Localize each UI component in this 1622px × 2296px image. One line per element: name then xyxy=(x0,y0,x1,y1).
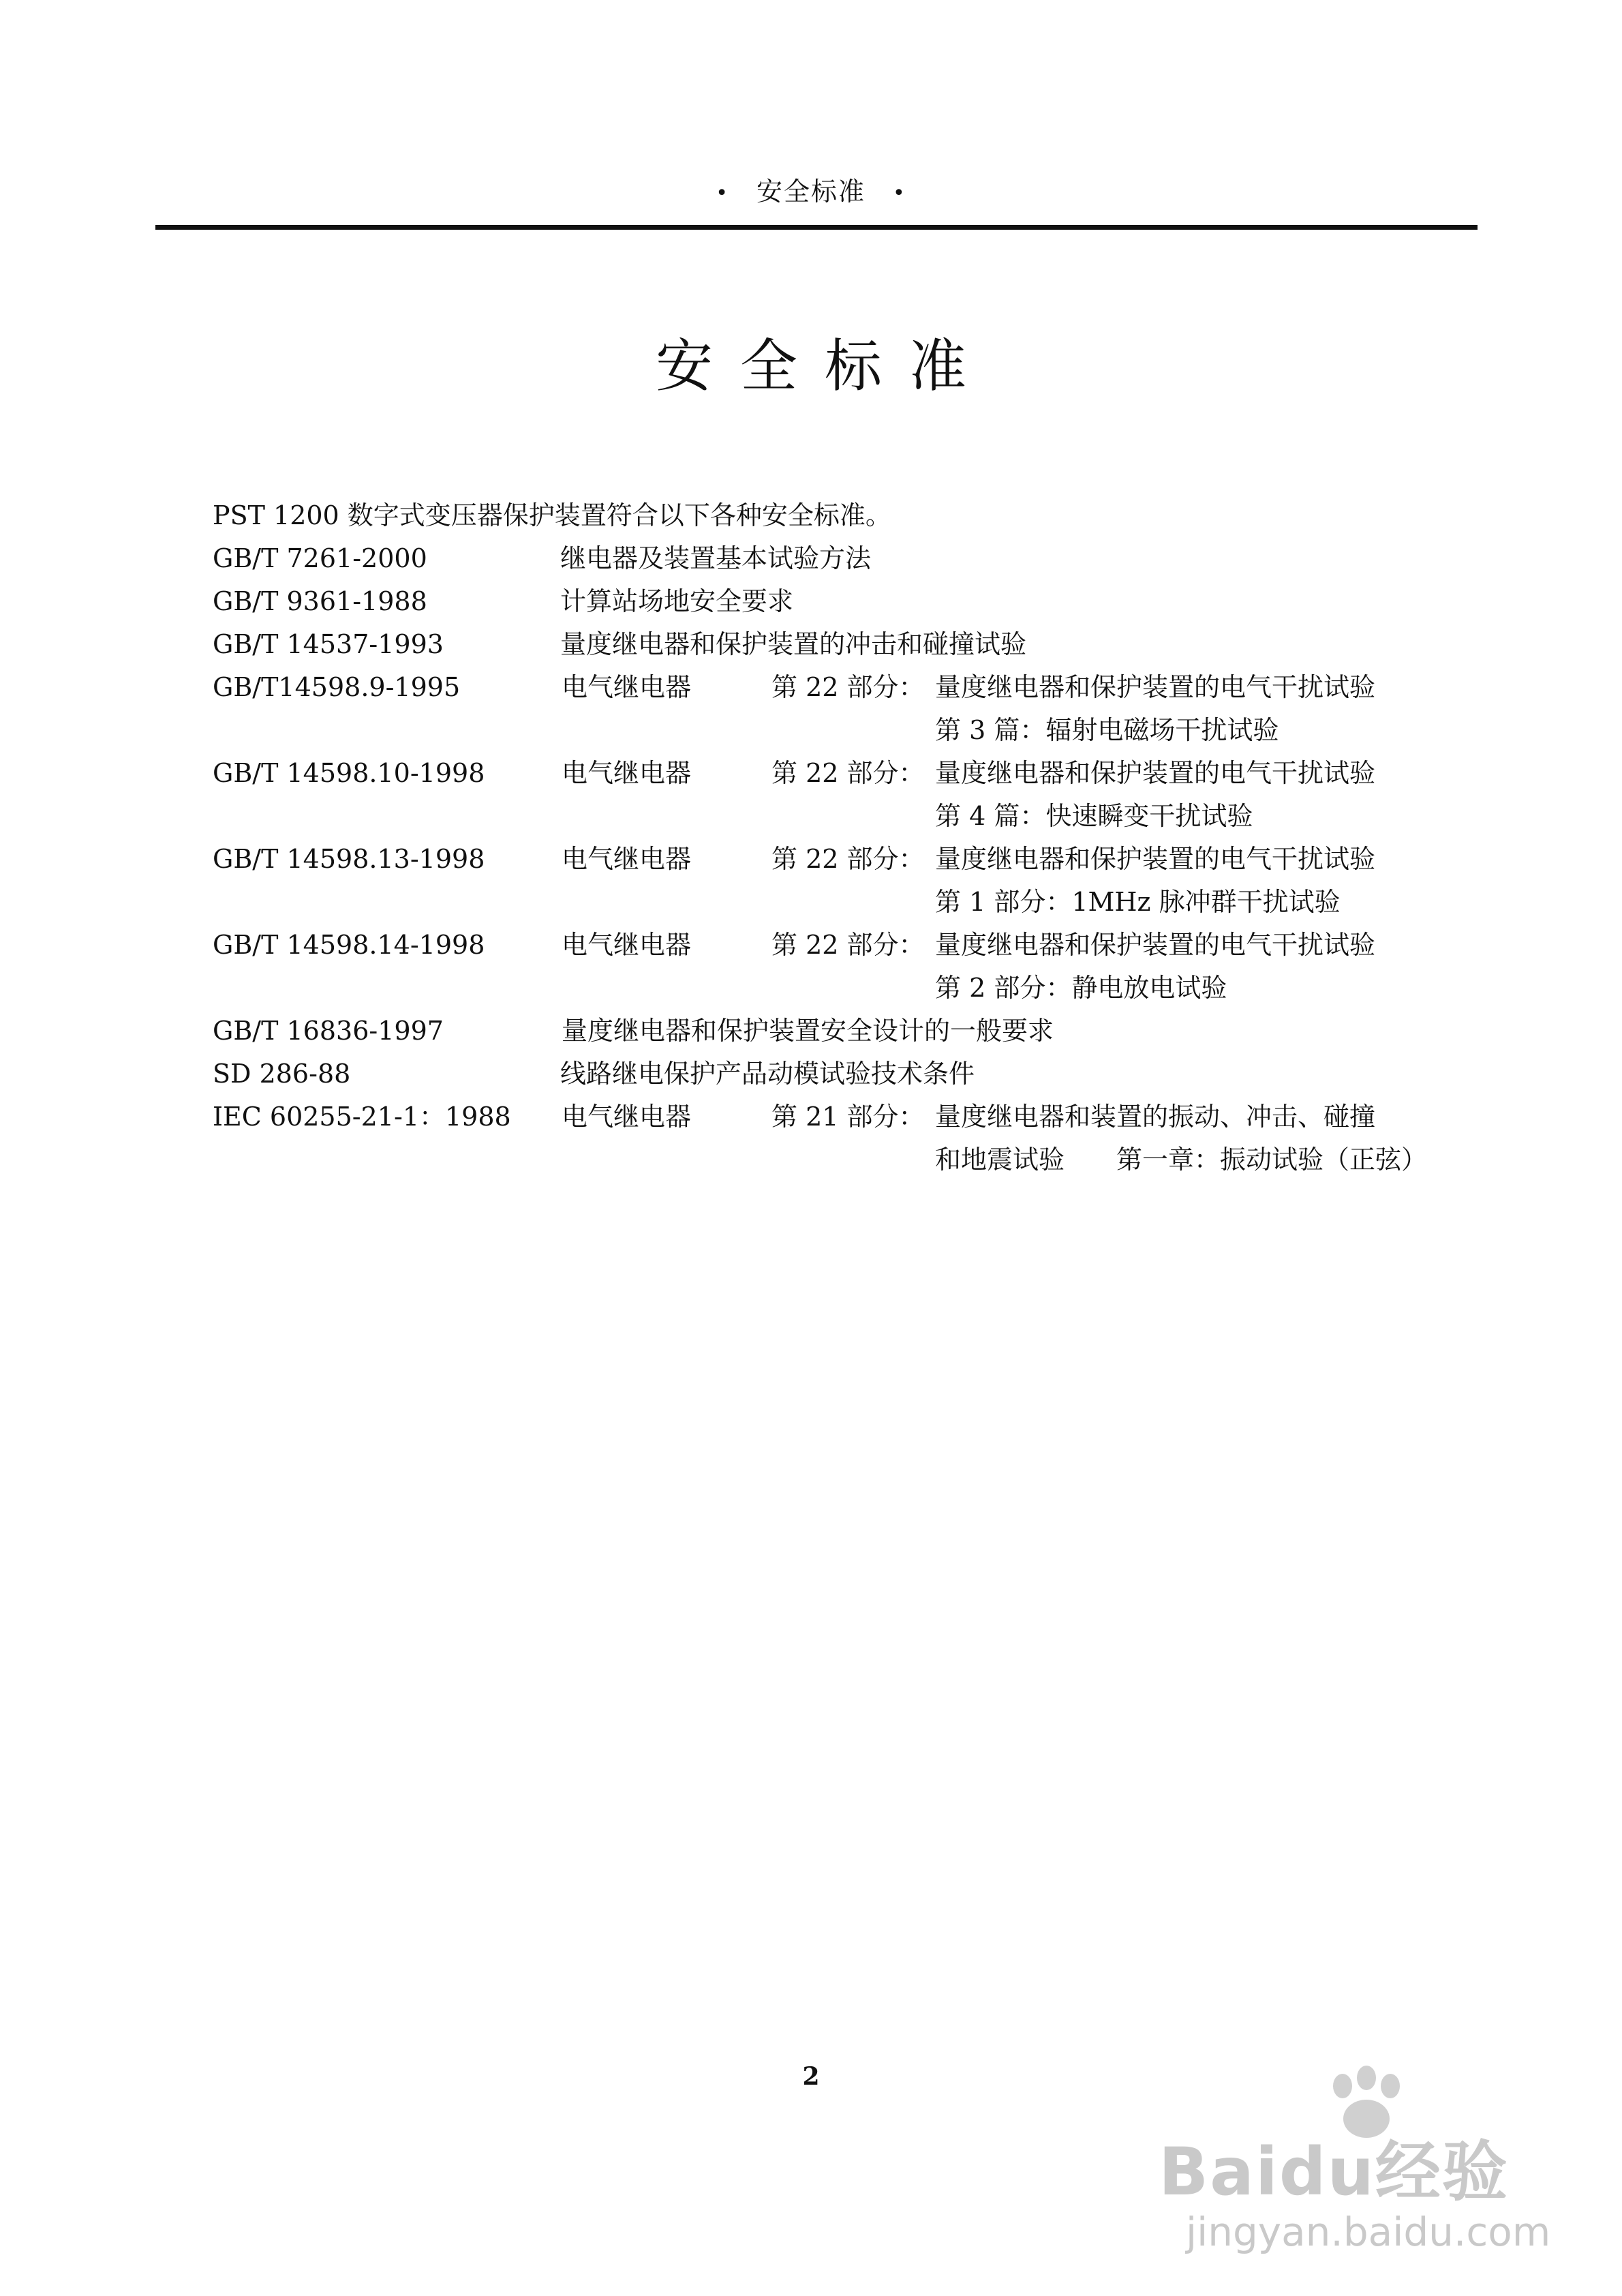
header-right-dot: • xyxy=(893,181,906,205)
standard-row xyxy=(213,924,1494,967)
standards-list xyxy=(213,494,1494,1181)
standard-code: GB/T 14598.13-1998 xyxy=(213,844,485,874)
header-left-dot: • xyxy=(716,181,729,205)
page-number: 2 xyxy=(802,2062,820,2091)
intro-paragraph: PST 1200 数字式变压器保护装置符合以下各种安全标准。 xyxy=(213,500,891,530)
standard-subdesc: 第 4 篇：快速瞬变干扰试验 xyxy=(935,801,1253,831)
standard-row-continuation xyxy=(213,1138,1494,1181)
standard-desc: 量度继电器和保护装置的电气干扰试验 xyxy=(935,844,1376,874)
standard-row-continuation xyxy=(213,881,1494,924)
standard-name: 线路继电保护产品动模试验技术条件 xyxy=(560,1059,975,1089)
standard-row xyxy=(213,838,1494,881)
standard-subdesc: 和地震试验 第一章：振动试验（正弦） xyxy=(935,1145,1428,1175)
standard-desc: 量度继电器和保护装置的电气干扰试验 xyxy=(935,758,1376,788)
watermark xyxy=(1159,2066,1595,2270)
standard-name: 电气继电器 xyxy=(562,758,692,788)
standard-desc: 量度继电器和保护装置的电气干扰试验 xyxy=(935,672,1376,702)
standard-code: GB/T 14537-1993 xyxy=(213,629,444,659)
standard-name: 继电器及装置基本试验方法 xyxy=(560,543,872,573)
standard-row xyxy=(213,623,1494,666)
standard-row xyxy=(213,537,1494,580)
watermark-brand: Baidu经验 xyxy=(1159,2134,1509,2210)
standard-name: 电气继电器 xyxy=(562,844,692,874)
standard-name: 量度继电器和保护装置的冲击和碰撞试验 xyxy=(560,629,1027,659)
standard-code: SD 286-88 xyxy=(213,1059,351,1089)
standard-row xyxy=(213,1053,1494,1096)
standard-name: 量度继电器和保护装置安全设计的一般要求 xyxy=(562,1016,1054,1046)
standard-part: 第 22 部分： xyxy=(771,758,925,788)
header-text: 安全标准 xyxy=(756,177,866,207)
standard-code: GB/T14598.9-1995 xyxy=(213,672,461,702)
standard-code: GB/T 14598.10-1998 xyxy=(213,758,485,788)
watermark-url: jingyan.baidu.com xyxy=(1186,2209,1551,2255)
standard-code: GB/T 7261-2000 xyxy=(213,543,427,573)
standard-code: GB/T 16836-1997 xyxy=(213,1016,444,1046)
standard-name: 计算站场地安全要求 xyxy=(560,586,794,616)
standard-name: 电气继电器 xyxy=(562,1102,692,1132)
standard-row-continuation xyxy=(213,967,1494,1010)
standard-code: GB/T 9361-1988 xyxy=(213,586,427,616)
standard-name: 电气继电器 xyxy=(562,672,692,702)
standard-row xyxy=(213,1096,1494,1138)
standard-subdesc: 第 1 部分：1MHz 脉冲群干扰试验 xyxy=(935,887,1341,917)
standard-code: IEC 60255-21-1：1988 xyxy=(213,1102,511,1132)
page-title: 安全标准 xyxy=(655,333,994,399)
standard-part: 第 22 部分： xyxy=(771,672,925,702)
running-header xyxy=(0,170,1622,208)
standard-subdesc: 第 2 部分：静电放电试验 xyxy=(935,973,1227,1003)
header-rule xyxy=(155,225,1478,230)
standard-name: 电气继电器 xyxy=(562,930,692,960)
standard-desc: 量度继电器和装置的振动、冲击、碰撞 xyxy=(935,1102,1376,1132)
standard-desc: 量度继电器和保护装置的电气干扰试验 xyxy=(935,930,1376,960)
standard-row-continuation xyxy=(213,795,1494,838)
standard-row xyxy=(213,1010,1494,1053)
standard-row xyxy=(213,666,1494,709)
standard-row-continuation xyxy=(213,709,1494,752)
standard-part: 第 22 部分： xyxy=(771,844,925,874)
standard-row xyxy=(213,580,1494,623)
standard-code: GB/T 14598.14-1998 xyxy=(213,930,485,960)
standard-part: 第 22 部分： xyxy=(771,930,925,960)
standard-row xyxy=(213,752,1494,795)
standard-subdesc: 第 3 篇：辐射电磁场干扰试验 xyxy=(935,715,1279,745)
standard-part: 第 21 部分： xyxy=(771,1102,925,1132)
